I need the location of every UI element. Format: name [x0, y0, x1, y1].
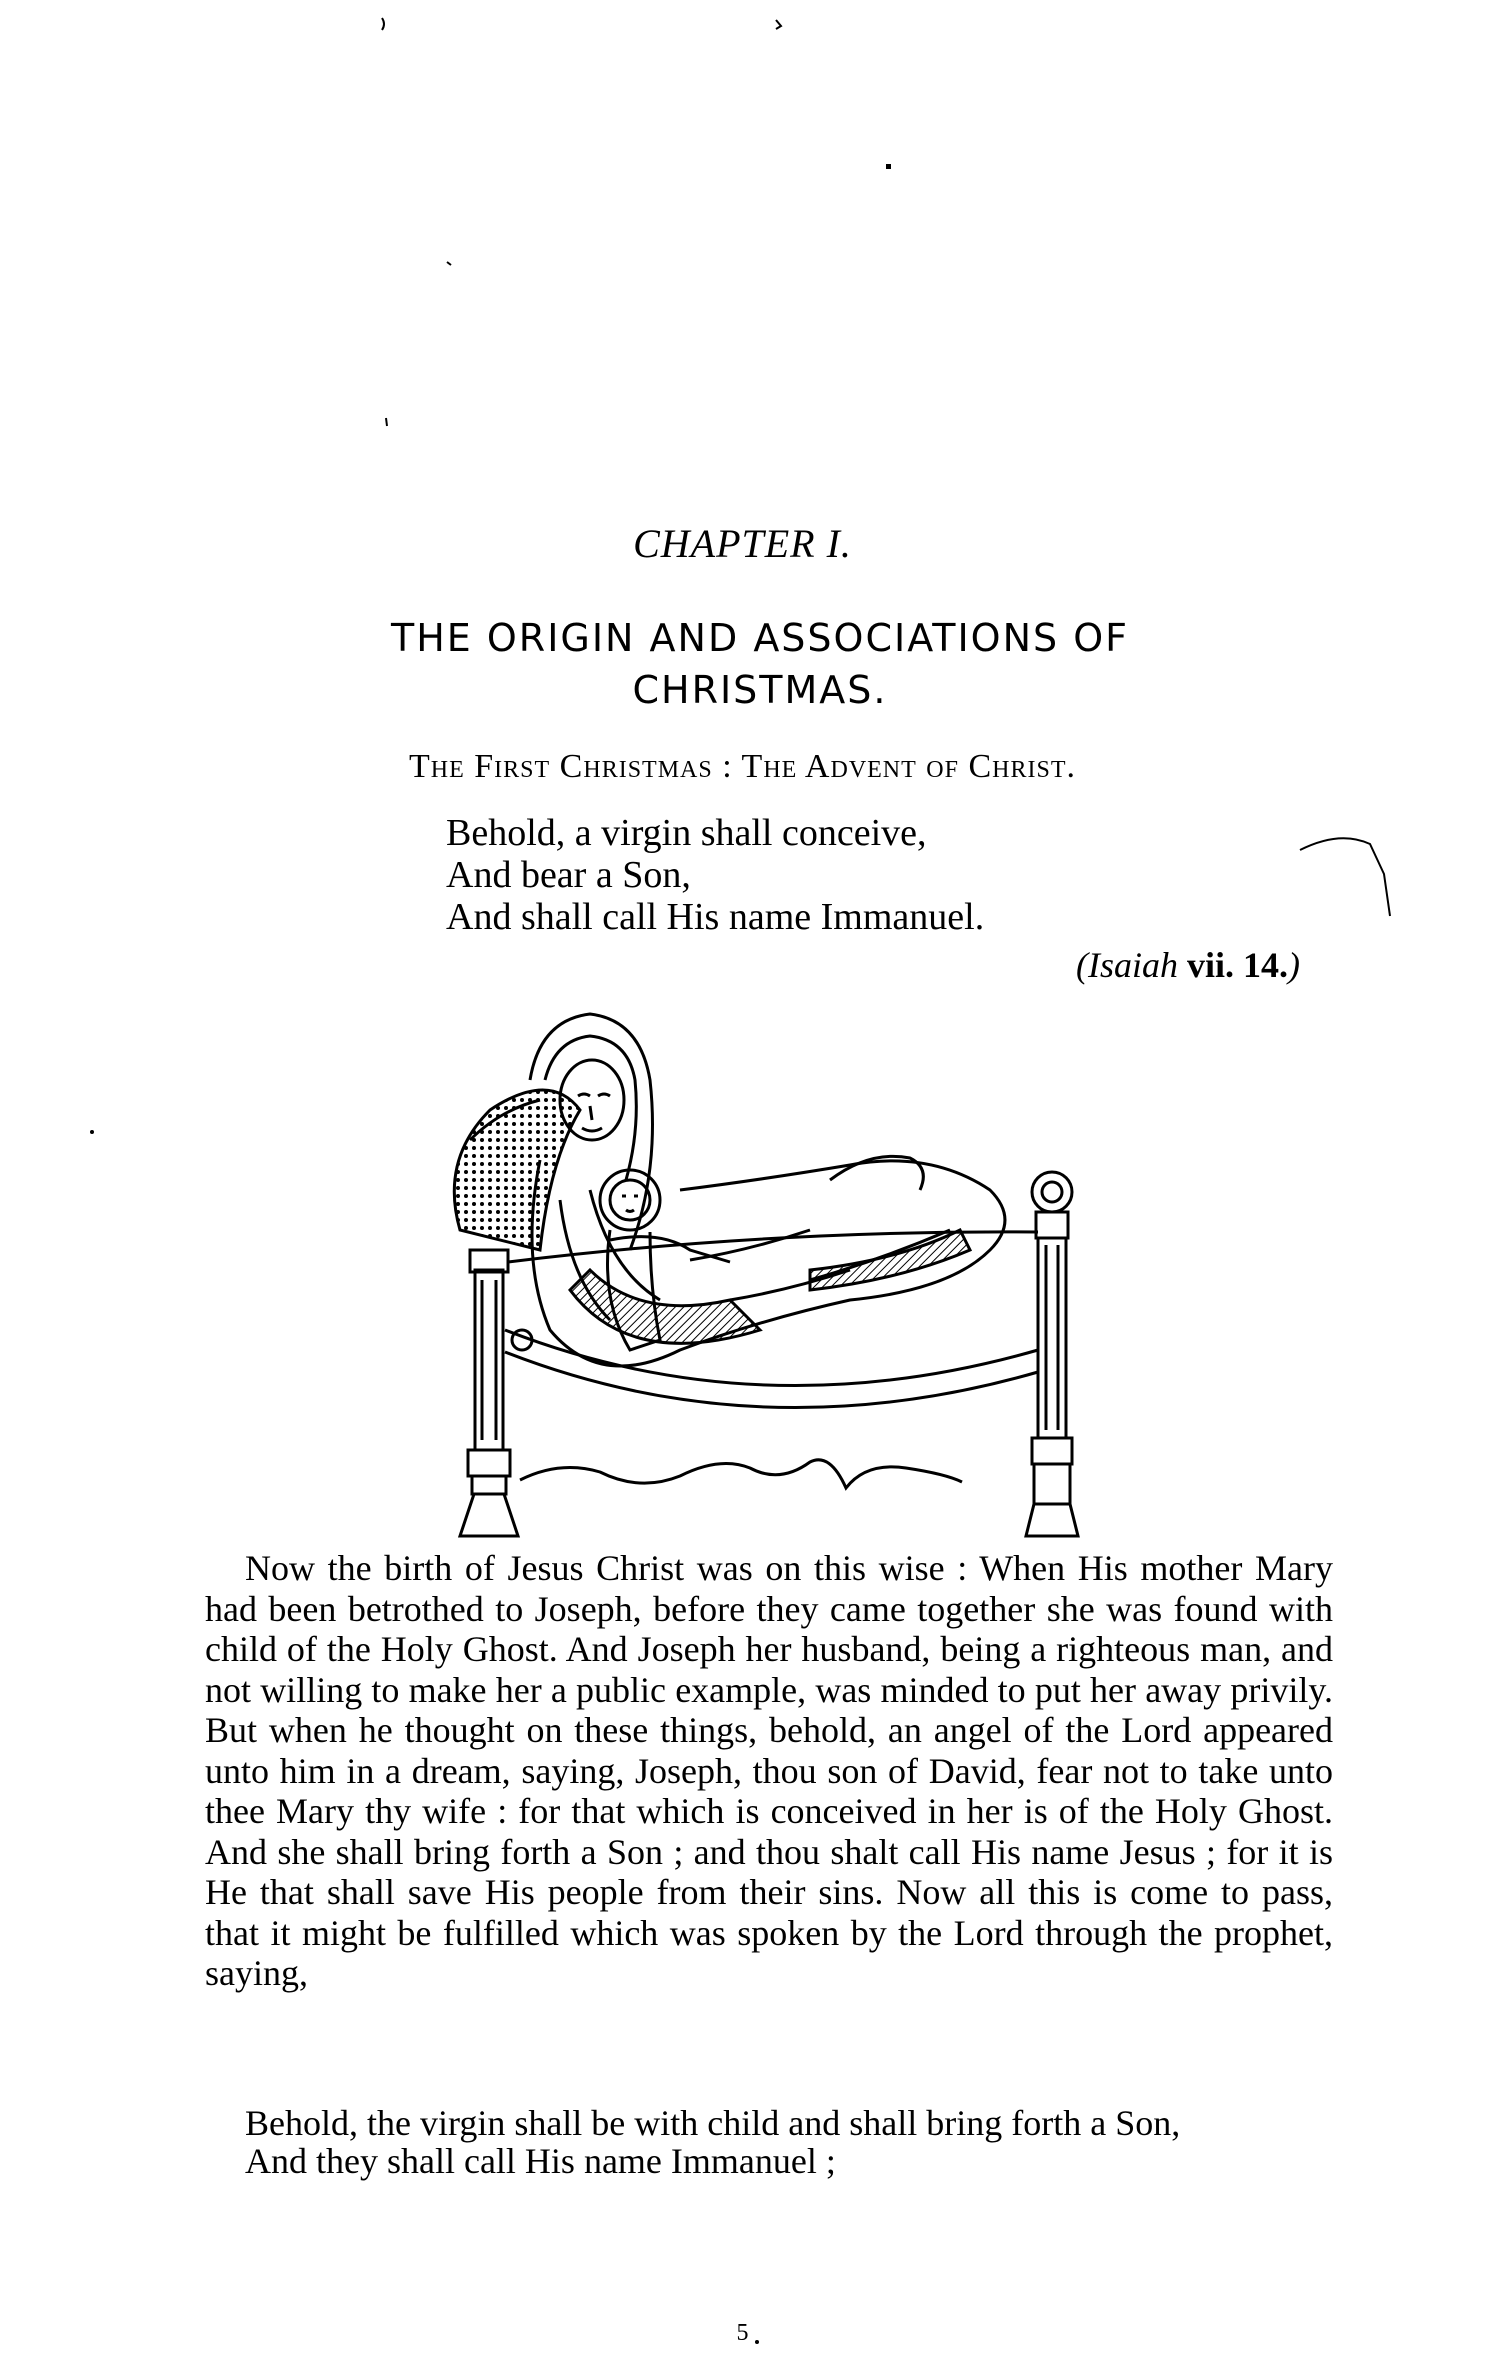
verse-line-1: Behold, the virgin shall be with child and shall bring forth a Son, — [245, 2103, 1181, 2143]
chapter-title — [260, 612, 1260, 716]
citation-reference: vii. 14. — [1186, 945, 1288, 985]
section-subtitle: The First Christmas : The Advent of Christ. — [409, 748, 1076, 785]
citation-book: Isaiah — [1087, 945, 1178, 985]
body-paragraph: Now the birth of Jesus Christ was on this wise : When His mother Mary had been betrothed to Joseph, before they came together she was found with child of the Holy Ghost. And Joseph her husband, being a righteous man, and not willing to make her a public example, was minded to put her away privily. But when he thought on these things, behold, an angel of the Lord appeared unto him in a dream, saying, Joseph, thou son of David, fear not to take unto thee Mary thy wife : for that which is conceived in her is of the Holy Ghost. And she shall bring forth a Son ; and thou shalt call His name Jesus ; for it is He that shall save His people from their sins. Now all this is come to pass, that it might be fulfilled which was spoken by the Lord through the prophet, saying, — [205, 1548, 1333, 1993]
epigraph-citation: (Isaiah vii. 14.) — [1075, 945, 1300, 985]
epigraph-line-1: Behold, a virgin shall conceive, — [446, 812, 927, 854]
epigraph — [446, 812, 1086, 938]
verse-line-2: And they shall call His name Immanuel ; — [245, 2141, 836, 2181]
quoted-verse — [245, 2104, 1335, 2180]
chapter-label: CHAPTER I. — [633, 521, 852, 566]
epigraph-line-3: And shall call His name Immanuel. — [446, 896, 985, 938]
page-number: 5 — [736, 2320, 749, 2346]
chapter-title-line-2: CHRISTMAS. — [632, 668, 888, 712]
epigraph-line-2: And bear a Son, — [446, 854, 691, 896]
body-text — [205, 1548, 1333, 1994]
chapter-title-line-1: THE ORIGIN AND ASSOCIATIONS OF — [391, 616, 1129, 660]
virgin-and-child-illustration — [430, 1000, 1090, 1540]
